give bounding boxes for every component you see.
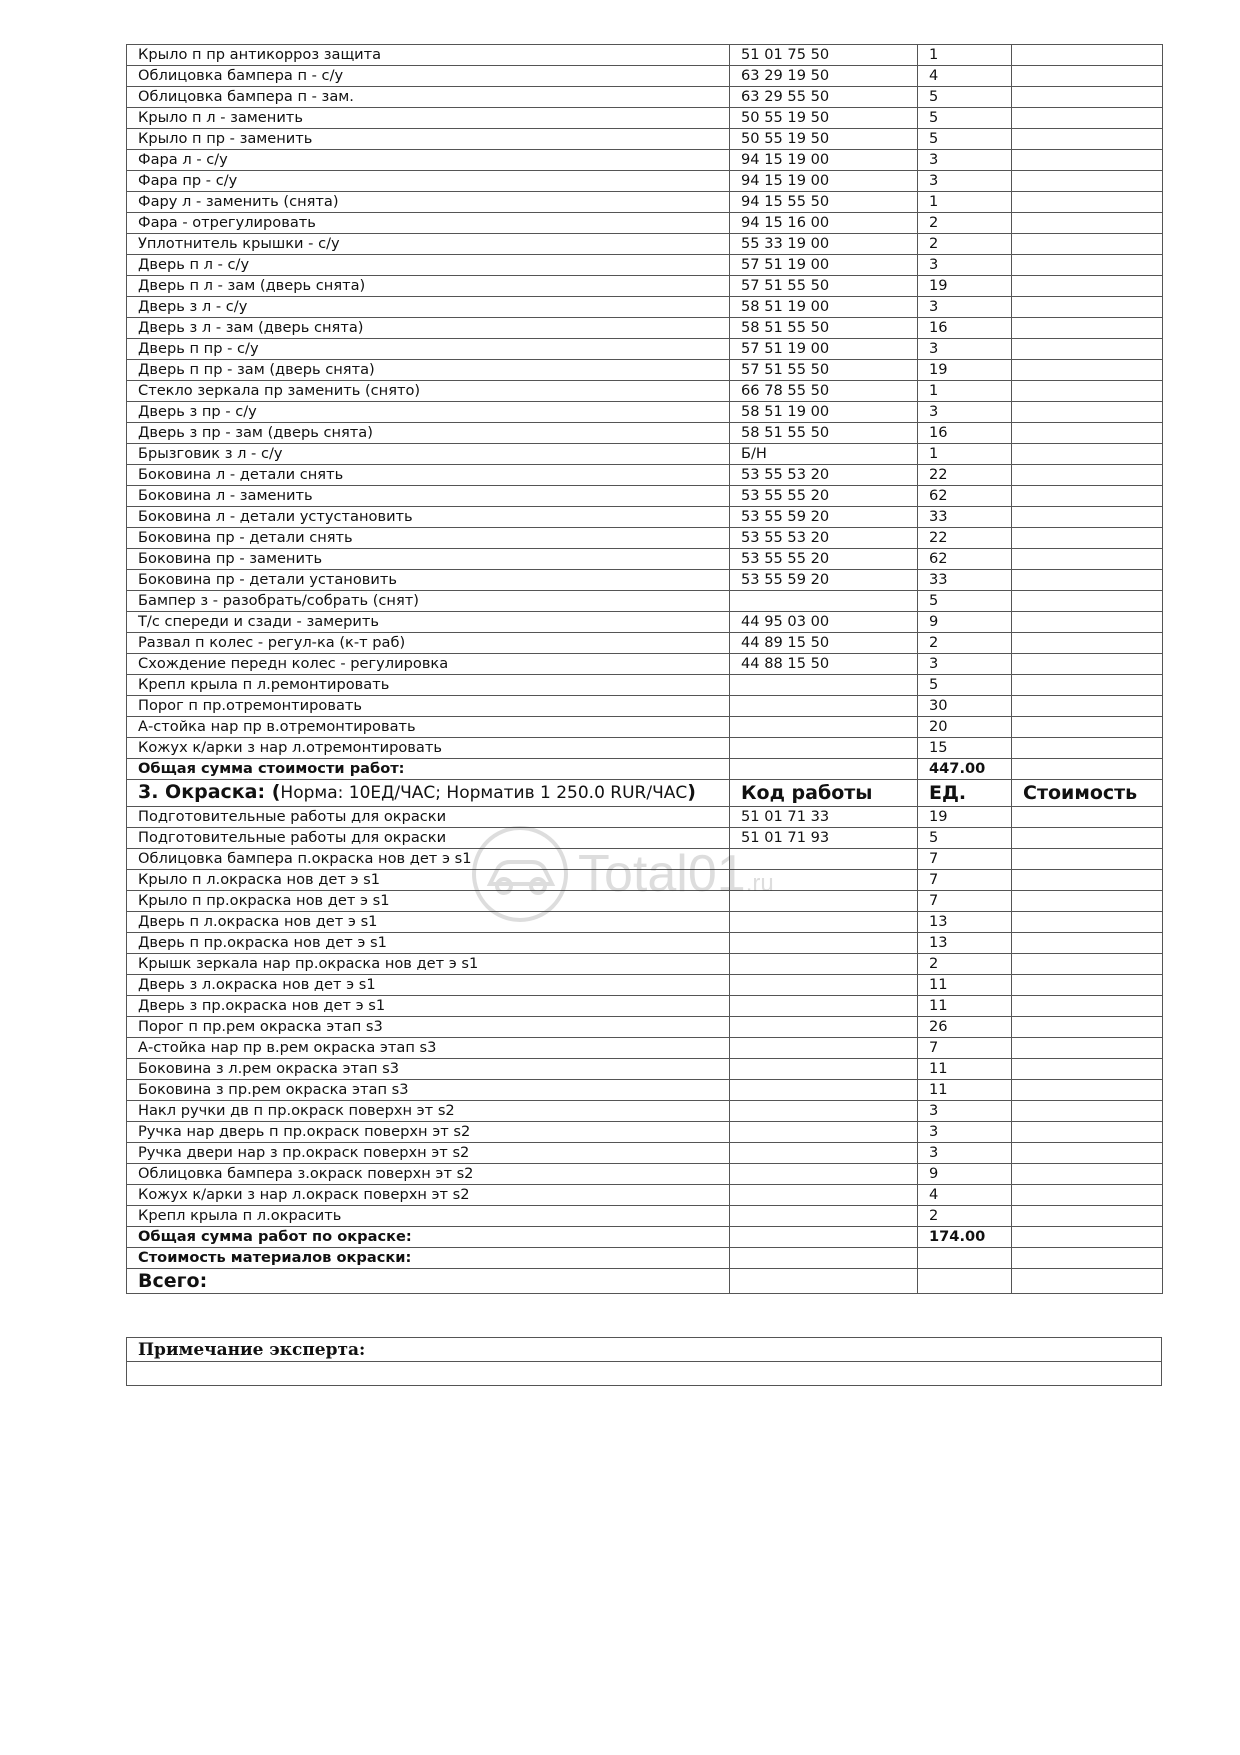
grand-total-value	[1012, 1269, 1163, 1294]
paint-row	[127, 912, 1163, 933]
work-name-cell: Облицовка бампера з.окраск поверхн эт s2	[127, 1164, 730, 1185]
paint-norm: Норма: 10ЕД/ЧАС; Норматив 1 250.0 RUR/ЧАС	[280, 783, 688, 803]
work-name-cell: Боковина з л.рем окраска этап s3	[127, 1059, 730, 1080]
work-cost-cell	[1012, 381, 1163, 402]
repair-row	[127, 612, 1163, 633]
repair-row	[127, 570, 1163, 591]
work-name-cell: Облицовка бампера п - с/у	[127, 66, 730, 87]
work-code-cell: 57 51 19 00	[730, 255, 918, 276]
work-code-cell: 57 51 55 50	[730, 360, 918, 381]
work-cost-cell	[1012, 738, 1163, 759]
work-cost-cell	[1012, 465, 1163, 486]
work-code-cell: 66 78 55 50	[730, 381, 918, 402]
paint-row	[127, 1164, 1163, 1185]
work-name-cell: Дверь з пр.окраска нов дет э s1	[127, 996, 730, 1017]
work-cost-cell	[1012, 360, 1163, 381]
work-cost-cell	[1012, 276, 1163, 297]
work-cost-cell	[1012, 528, 1163, 549]
materials-value	[918, 1248, 1012, 1269]
work-code-cell	[730, 1038, 918, 1059]
work-cost-cell	[1012, 591, 1163, 612]
work-units-cell: 7	[918, 891, 1012, 912]
work-units-cell: 7	[918, 849, 1012, 870]
work-code-cell: 58 51 55 50	[730, 318, 918, 339]
repair-row	[127, 129, 1163, 150]
paint-row	[127, 1101, 1163, 1122]
work-cost-cell	[1012, 66, 1163, 87]
work-name-cell: Дверь п л.окраска нов дет э s1	[127, 912, 730, 933]
work-units-cell: 22	[918, 465, 1012, 486]
work-name-cell: Дверь п пр - с/у	[127, 339, 730, 360]
work-code-cell	[730, 738, 918, 759]
work-cost-cell	[1012, 891, 1163, 912]
work-name-cell: Крыло п пр - заменить	[127, 129, 730, 150]
work-code-cell	[730, 996, 918, 1017]
repair-row	[127, 738, 1163, 759]
repair-row	[127, 150, 1163, 171]
work-name-cell: Уплотнитель крышки - с/у	[127, 234, 730, 255]
col-header-cost: Стоимость	[1012, 780, 1163, 807]
work-name-cell: Ручка двери нар з пр.окраск поверхн эт s2	[127, 1143, 730, 1164]
repair-row	[127, 444, 1163, 465]
work-cost-cell	[1012, 633, 1163, 654]
expert-note-label: Примечание эксперта:	[127, 1338, 1162, 1362]
repair-row	[127, 717, 1163, 738]
work-code-cell: 57 51 19 00	[730, 339, 918, 360]
work-units-cell: 1	[918, 192, 1012, 213]
work-name-cell: Дверь з л.окраска нов дет э s1	[127, 975, 730, 996]
work-code-cell	[730, 1059, 918, 1080]
work-code-cell: 58 51 19 00	[730, 297, 918, 318]
work-name-cell: Крыло п л - заменить	[127, 108, 730, 129]
repair-row	[127, 654, 1163, 675]
paint-row	[127, 933, 1163, 954]
work-units-cell: 1	[918, 381, 1012, 402]
work-code-cell	[730, 1206, 918, 1227]
work-units-cell: 5	[918, 828, 1012, 849]
repair-row	[127, 465, 1163, 486]
work-cost-cell	[1012, 828, 1163, 849]
work-cost-cell	[1012, 717, 1163, 738]
work-name-cell: Крыло п л.окраска нов дет э s1	[127, 870, 730, 891]
work-name-cell: Бампер з - разобрать/собрать (снят)	[127, 591, 730, 612]
work-name-cell: Фару л - заменить (снята)	[127, 192, 730, 213]
paint-rows	[127, 807, 1163, 1227]
work-units-cell: 2	[918, 633, 1012, 654]
work-code-cell	[730, 1185, 918, 1206]
work-code-cell: 94 15 55 50	[730, 192, 918, 213]
work-units-cell: 2	[918, 234, 1012, 255]
expert-note-text	[127, 1362, 1162, 1386]
work-units-cell: 11	[918, 1059, 1012, 1080]
work-cost-cell	[1012, 612, 1163, 633]
work-name-cell: Крепл крыла п л.окрасить	[127, 1206, 730, 1227]
work-cost-cell	[1012, 549, 1163, 570]
work-cost-cell	[1012, 1017, 1163, 1038]
work-cost-cell	[1012, 87, 1163, 108]
work-cost-cell	[1012, 1206, 1163, 1227]
work-name-cell: Крышк зеркала нар пр.окраска нов дет э s1	[127, 954, 730, 975]
repair-total-row	[127, 759, 1163, 780]
col-header-code: Код работы	[730, 780, 918, 807]
work-units-cell: 1	[918, 444, 1012, 465]
work-code-cell: 58 51 55 50	[730, 423, 918, 444]
paint-row	[127, 975, 1163, 996]
paint-section-header	[127, 780, 1163, 807]
repair-row	[127, 486, 1163, 507]
work-code-cell	[730, 870, 918, 891]
work-name-cell: Дверь п пр - зам (дверь снята)	[127, 360, 730, 381]
repair-row	[127, 528, 1163, 549]
work-code-cell	[730, 1017, 918, 1038]
work-name-cell: Крыло п пр антикорроз защита	[127, 45, 730, 66]
work-units-cell: 15	[918, 738, 1012, 759]
work-units-cell: 2	[918, 1206, 1012, 1227]
work-cost-cell	[1012, 255, 1163, 276]
work-name-cell: Боковина л - детали снять	[127, 465, 730, 486]
work-code-cell: 94 15 19 00	[730, 171, 918, 192]
work-name-cell: Кожух к/арки з нар л.окраск поверхн эт s2	[127, 1185, 730, 1206]
repair-row	[127, 66, 1163, 87]
work-code-cell: 58 51 19 00	[730, 402, 918, 423]
work-code-cell: 53 55 59 20	[730, 570, 918, 591]
repair-total-value: 447.00	[918, 759, 1012, 780]
repair-row	[127, 276, 1163, 297]
paint-total-value: 174.00	[918, 1227, 1012, 1248]
work-name-cell: Развал п колес - регул-ка (к-т раб)	[127, 633, 730, 654]
work-units-cell: 16	[918, 318, 1012, 339]
work-name-cell: Боковина пр - детали установить	[127, 570, 730, 591]
work-code-cell	[730, 717, 918, 738]
work-code-cell: 53 55 55 20	[730, 486, 918, 507]
paint-total-label: Общая сумма работ по окраске:	[127, 1227, 730, 1248]
repair-row	[127, 402, 1163, 423]
work-units-cell: 33	[918, 570, 1012, 591]
work-units-cell: 7	[918, 870, 1012, 891]
paint-row	[127, 1038, 1163, 1059]
repair-row	[127, 360, 1163, 381]
work-units-cell: 3	[918, 654, 1012, 675]
work-cost-cell	[1012, 1059, 1163, 1080]
repair-row	[127, 549, 1163, 570]
materials-row	[127, 1248, 1163, 1269]
work-code-cell: 51 01 71 33	[730, 807, 918, 828]
work-cost-cell	[1012, 675, 1163, 696]
work-name-cell: Накл ручки дв п пр.окраск поверхн эт s2	[127, 1101, 730, 1122]
work-units-cell: 13	[918, 912, 1012, 933]
work-cost-cell	[1012, 297, 1163, 318]
repair-row	[127, 633, 1163, 654]
work-units-cell: 30	[918, 696, 1012, 717]
work-name-cell: Схождение передн колес - регулировка	[127, 654, 730, 675]
work-name-cell: Боковина пр - заменить	[127, 549, 730, 570]
work-units-cell: 3	[918, 150, 1012, 171]
work-table	[126, 44, 1163, 1294]
work-units-cell: 5	[918, 675, 1012, 696]
work-name-cell: А-стойка нар пр в.отремонтировать	[127, 717, 730, 738]
work-name-cell: Дверь п л - зам (дверь снята)	[127, 276, 730, 297]
work-units-cell: 26	[918, 1017, 1012, 1038]
work-units-cell: 7	[918, 1038, 1012, 1059]
repair-row	[127, 696, 1163, 717]
work-units-cell: 3	[918, 339, 1012, 360]
repair-row	[127, 192, 1163, 213]
work-code-cell: 53 55 53 20	[730, 465, 918, 486]
work-code-cell: 44 95 03 00	[730, 612, 918, 633]
work-units-cell: 19	[918, 807, 1012, 828]
work-units-cell: 33	[918, 507, 1012, 528]
work-units-cell: 3	[918, 402, 1012, 423]
work-name-cell: Порог п пр.рем окраска этап s3	[127, 1017, 730, 1038]
work-code-cell	[730, 1164, 918, 1185]
work-code-cell	[730, 591, 918, 612]
work-name-cell: Фара - отрегулировать	[127, 213, 730, 234]
paint-row	[127, 870, 1163, 891]
work-cost-cell	[1012, 912, 1163, 933]
work-units-cell: 5	[918, 129, 1012, 150]
work-name-cell: Облицовка бампера п.окраска нов дет э s1	[127, 849, 730, 870]
work-cost-cell	[1012, 870, 1163, 891]
work-units-cell: 5	[918, 591, 1012, 612]
col-header-units: ЕД.	[918, 780, 1012, 807]
work-code-cell	[730, 696, 918, 717]
work-units-cell: 3	[918, 171, 1012, 192]
work-units-cell: 2	[918, 213, 1012, 234]
work-units-cell: 13	[918, 933, 1012, 954]
work-cost-cell	[1012, 339, 1163, 360]
work-units-cell: 16	[918, 423, 1012, 444]
work-code-cell	[730, 1101, 918, 1122]
expert-note-table	[126, 1337, 1162, 1386]
work-code-cell: 53 55 53 20	[730, 528, 918, 549]
paint-row	[127, 891, 1163, 912]
work-cost-cell	[1012, 996, 1163, 1017]
work-code-cell: 51 01 71 93	[730, 828, 918, 849]
paint-row	[127, 1143, 1163, 1164]
repair-row	[127, 87, 1163, 108]
work-code-cell: 63 29 19 50	[730, 66, 918, 87]
work-code-cell	[730, 1080, 918, 1101]
work-units-cell: 22	[918, 528, 1012, 549]
work-name-cell: А-стойка нар пр в.рем окраска этап s3	[127, 1038, 730, 1059]
work-code-cell	[730, 1143, 918, 1164]
work-code-cell: Б/Н	[730, 444, 918, 465]
work-name-cell: Фара пр - с/у	[127, 171, 730, 192]
paint-row	[127, 849, 1163, 870]
work-name-cell: Фара л - с/у	[127, 150, 730, 171]
work-name-cell: Боковина л - детали устустановить	[127, 507, 730, 528]
work-cost-cell	[1012, 975, 1163, 996]
work-name-cell: Крыло п пр.окраска нов дет э s1	[127, 891, 730, 912]
work-code-cell: 94 15 19 00	[730, 150, 918, 171]
paint-row	[127, 1017, 1163, 1038]
work-code-cell: 44 88 15 50	[730, 654, 918, 675]
work-cost-cell	[1012, 1038, 1163, 1059]
repair-row	[127, 108, 1163, 129]
repair-row	[127, 45, 1163, 66]
paint-row	[127, 1080, 1163, 1101]
work-code-cell: 50 55 19 50	[730, 108, 918, 129]
work-cost-cell	[1012, 192, 1163, 213]
materials-label: Стоимость материалов окраски:	[127, 1248, 730, 1269]
work-units-cell: 11	[918, 975, 1012, 996]
work-units-cell: 62	[918, 549, 1012, 570]
work-cost-cell	[1012, 108, 1163, 129]
work-code-cell	[730, 954, 918, 975]
work-units-cell: 5	[918, 108, 1012, 129]
work-units-cell: 9	[918, 612, 1012, 633]
work-units-cell: 5	[918, 87, 1012, 108]
work-name-cell: Ручка нар дверь п пр.окраск поверхн эт s2	[127, 1122, 730, 1143]
work-name-cell: Дверь з л - зам (дверь снята)	[127, 318, 730, 339]
work-code-cell	[730, 975, 918, 996]
work-code-cell: 57 51 55 50	[730, 276, 918, 297]
work-cost-cell	[1012, 1080, 1163, 1101]
work-cost-cell	[1012, 954, 1163, 975]
paint-row	[127, 1059, 1163, 1080]
paint-row	[127, 996, 1163, 1017]
work-units-cell: 4	[918, 66, 1012, 87]
work-cost-cell	[1012, 423, 1163, 444]
work-code-cell: 53 55 59 20	[730, 507, 918, 528]
paint-row	[127, 1122, 1163, 1143]
work-cost-cell	[1012, 444, 1163, 465]
work-cost-cell	[1012, 318, 1163, 339]
work-units-cell: 3	[918, 297, 1012, 318]
paint-row	[127, 954, 1163, 975]
work-name-cell: Порог п пр.отремонтировать	[127, 696, 730, 717]
work-code-cell: 63 29 55 50	[730, 87, 918, 108]
work-code-cell: 55 33 19 00	[730, 234, 918, 255]
work-cost-cell	[1012, 234, 1163, 255]
work-units-cell: 3	[918, 1101, 1012, 1122]
work-cost-cell	[1012, 570, 1163, 591]
work-cost-cell	[1012, 486, 1163, 507]
work-cost-cell	[1012, 507, 1163, 528]
estimate-sheet	[126, 44, 1162, 1294]
repair-total-label: Общая сумма стоимости работ:	[127, 759, 730, 780]
repair-rows	[127, 45, 1163, 759]
repair-row	[127, 381, 1163, 402]
repair-row	[127, 339, 1163, 360]
work-name-cell: Боковина з пр.рем окраска этап s3	[127, 1080, 730, 1101]
work-cost-cell	[1012, 213, 1163, 234]
work-name-cell: Дверь з пр - с/у	[127, 402, 730, 423]
work-cost-cell	[1012, 696, 1163, 717]
work-units-cell: 9	[918, 1164, 1012, 1185]
work-units-cell: 3	[918, 1122, 1012, 1143]
work-name-cell: Подготовительные работы для окраски	[127, 828, 730, 849]
work-code-cell	[730, 933, 918, 954]
work-code-cell: 53 55 55 20	[730, 549, 918, 570]
paint-row	[127, 1206, 1163, 1227]
work-units-cell: 19	[918, 276, 1012, 297]
paint-row	[127, 807, 1163, 828]
work-cost-cell	[1012, 1185, 1163, 1206]
paint-section-title: 3. Окраска: (Норма: 10ЕД/ЧАС; Норматив 1 250.0 RUR/ЧАС)	[127, 780, 730, 807]
work-name-cell: Облицовка бампера п - зам.	[127, 87, 730, 108]
work-code-cell	[730, 912, 918, 933]
work-code-cell	[730, 849, 918, 870]
paint-total-row	[127, 1227, 1163, 1248]
work-code-cell: 94 15 16 00	[730, 213, 918, 234]
work-name-cell: Стекло зеркала пр заменить (снято)	[127, 381, 730, 402]
work-cost-cell	[1012, 129, 1163, 150]
work-units-cell: 1	[918, 45, 1012, 66]
work-code-cell	[730, 675, 918, 696]
work-name-cell: Кожух к/арки з нар л.отремонтировать	[127, 738, 730, 759]
paint-row	[127, 1185, 1163, 1206]
work-name-cell: Дверь п пр.окраска нов дет э s1	[127, 933, 730, 954]
work-name-cell: Брызговик з л - с/у	[127, 444, 730, 465]
work-cost-cell	[1012, 171, 1163, 192]
work-units-cell: 2	[918, 954, 1012, 975]
work-code-cell: 51 01 75 50	[730, 45, 918, 66]
repair-row	[127, 297, 1163, 318]
work-units-cell: 3	[918, 255, 1012, 276]
work-cost-cell	[1012, 1122, 1163, 1143]
work-name-cell: Дверь з л - с/у	[127, 297, 730, 318]
work-cost-cell	[1012, 402, 1163, 423]
work-code-cell: 44 89 15 50	[730, 633, 918, 654]
work-cost-cell	[1012, 933, 1163, 954]
repair-row	[127, 255, 1163, 276]
expert-note	[126, 1337, 1162, 1386]
work-name-cell: Боковина пр - детали снять	[127, 528, 730, 549]
watermark-text: Total01.ru	[578, 845, 774, 903]
paint-row	[127, 828, 1163, 849]
work-name-cell: Боковина л - заменить	[127, 486, 730, 507]
work-name-cell: Дверь п л - с/у	[127, 255, 730, 276]
repair-row	[127, 213, 1163, 234]
repair-row	[127, 507, 1163, 528]
work-cost-cell	[1012, 654, 1163, 675]
work-name-cell: Дверь з пр - зам (дверь снята)	[127, 423, 730, 444]
repair-row	[127, 591, 1163, 612]
repair-row	[127, 423, 1163, 444]
work-name-cell: Крепл крыла п л.ремонтировать	[127, 675, 730, 696]
work-units-cell: 11	[918, 1080, 1012, 1101]
work-cost-cell	[1012, 150, 1163, 171]
work-cost-cell	[1012, 1143, 1163, 1164]
work-cost-cell	[1012, 1101, 1163, 1122]
work-code-cell: 50 55 19 50	[730, 129, 918, 150]
repair-row	[127, 234, 1163, 255]
work-cost-cell	[1012, 1164, 1163, 1185]
repair-row	[127, 171, 1163, 192]
work-cost-cell	[1012, 45, 1163, 66]
work-units-cell: 11	[918, 996, 1012, 1017]
repair-row	[127, 675, 1163, 696]
work-name-cell: Подготовительные работы для окраски	[127, 807, 730, 828]
work-units-cell: 3	[918, 1143, 1012, 1164]
work-units-cell: 4	[918, 1185, 1012, 1206]
work-name-cell: Т/с спереди и сзади - замерить	[127, 612, 730, 633]
work-units-cell: 20	[918, 717, 1012, 738]
repair-row	[127, 318, 1163, 339]
grand-total-row	[127, 1269, 1163, 1294]
work-cost-cell	[1012, 849, 1163, 870]
grand-total-label: Всего:	[127, 1269, 730, 1294]
work-units-cell: 19	[918, 360, 1012, 381]
work-code-cell	[730, 891, 918, 912]
work-units-cell: 62	[918, 486, 1012, 507]
work-cost-cell	[1012, 807, 1163, 828]
work-code-cell	[730, 1122, 918, 1143]
